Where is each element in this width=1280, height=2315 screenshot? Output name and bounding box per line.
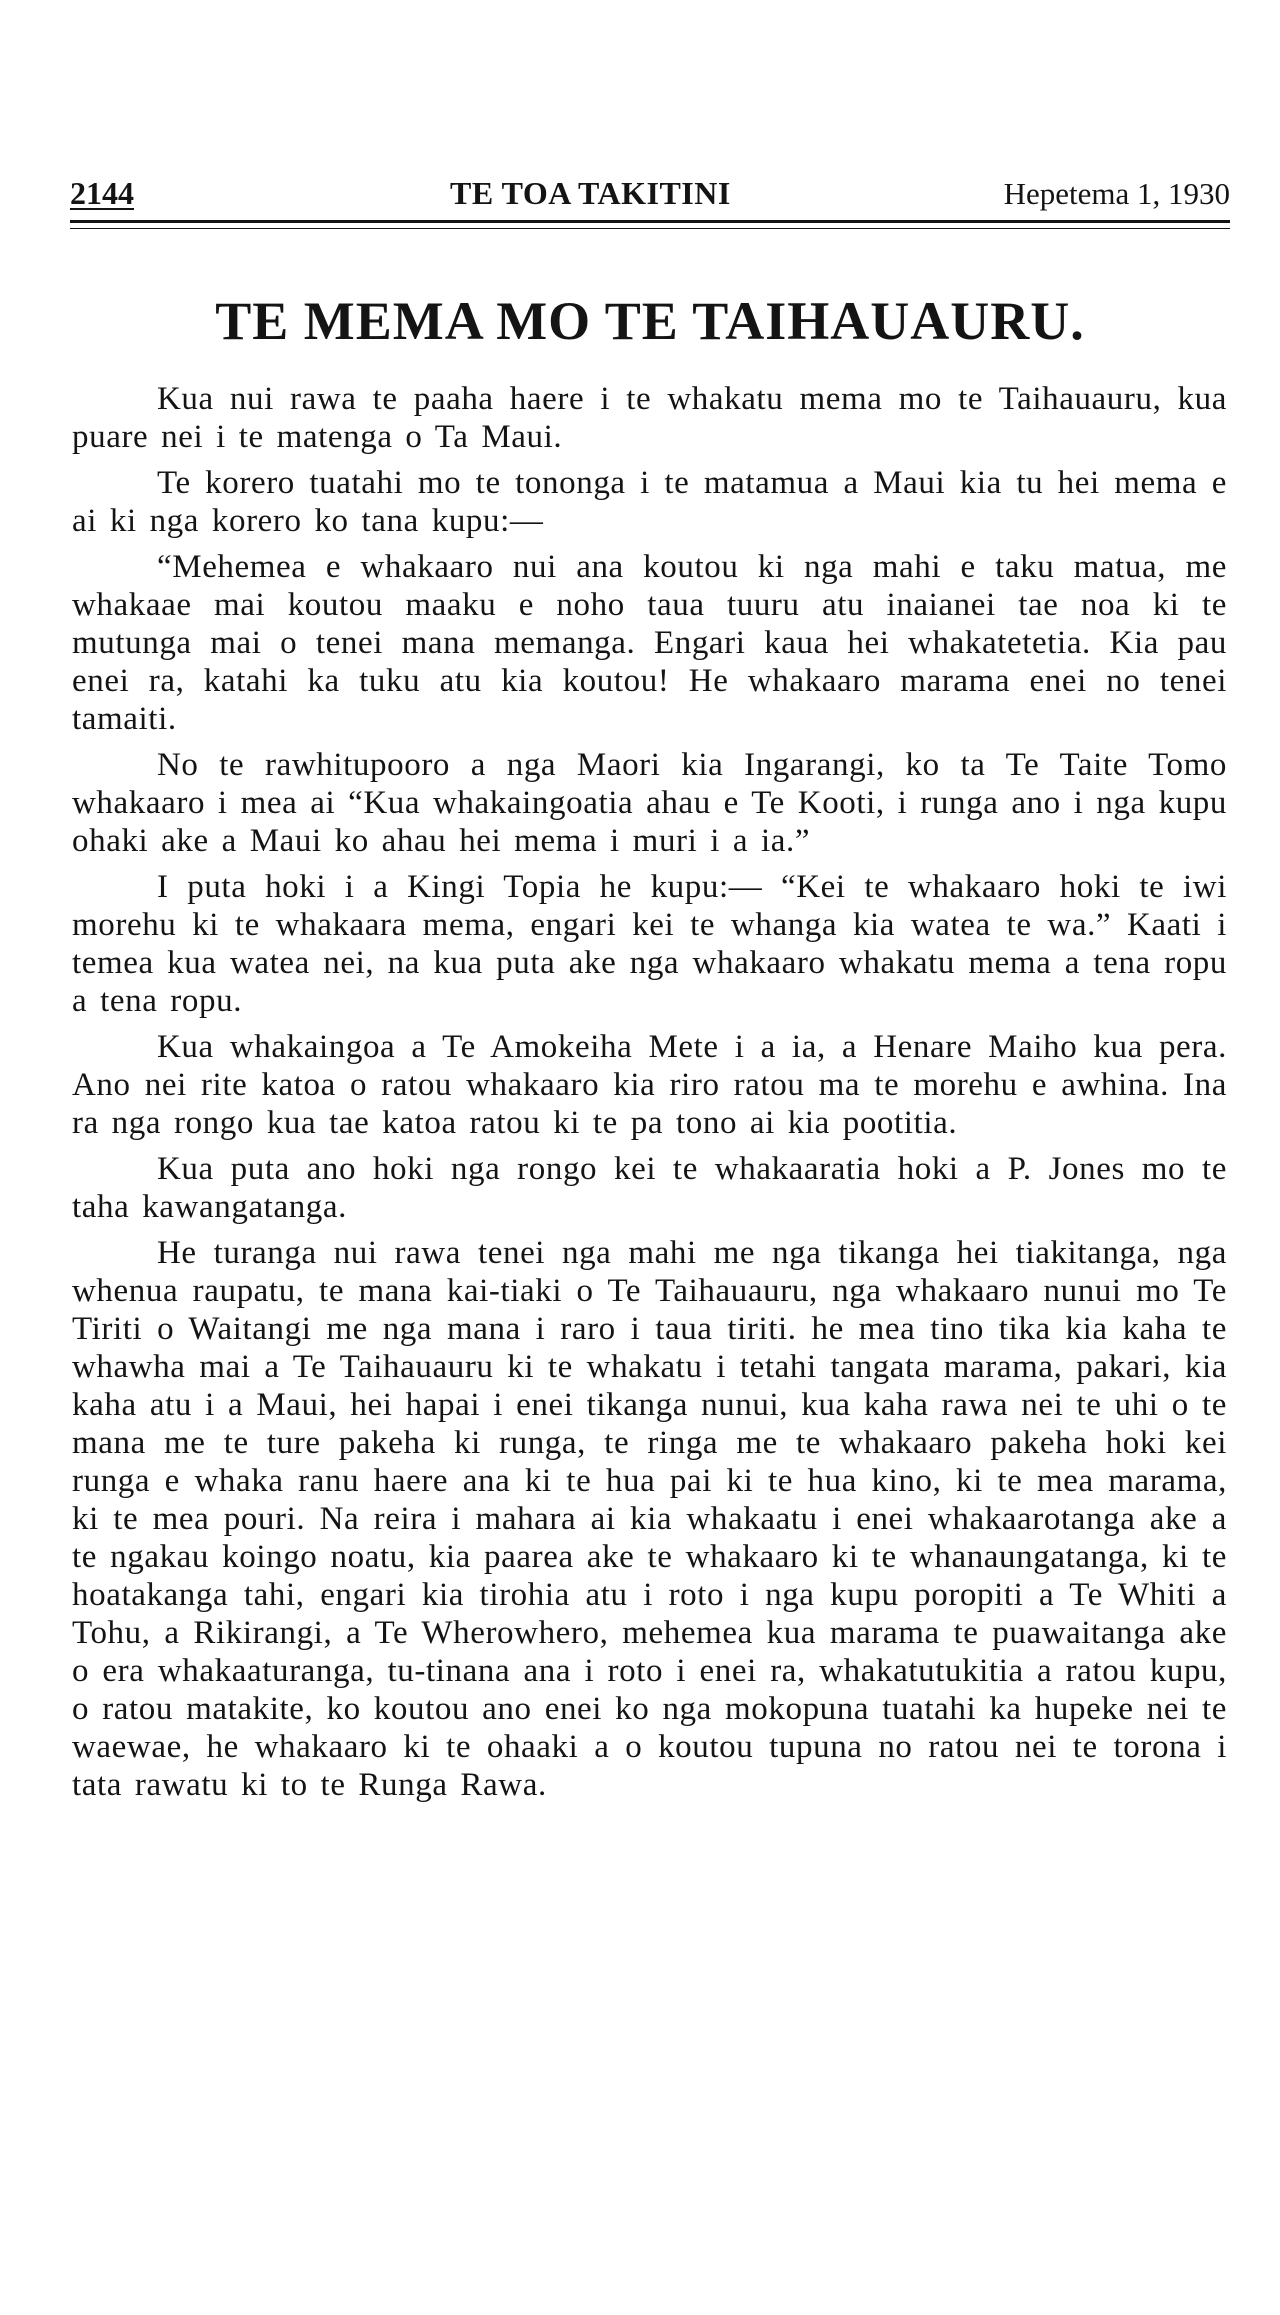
article-paragraph: Te korero tuatahi mo te tononga i te matamua a Maui kia tu hei mema e ai ki nga korero ko tana kupu:— [72, 465, 1227, 539]
header-rule-thin [70, 228, 1230, 229]
article-body [72, 380, 1227, 1812]
publication-title: TE TOA TAKITINI [450, 175, 731, 211]
issue-date: Hepetema 1, 1930 [1003, 176, 1230, 211]
article-paragraph: He turanga nui rawa tenei nga mahi me nga tikanga hei tiakitanga, nga whenua raupatu, te mana kai-tiaki o Te Taihauauru, nga whakaaro nunui mo Te Tiriti o Waitangi me nga mana i raro i taua tiriti. he mea tino tika kia kaha te whawha mai a Te Taihauauru ki te whakatu i tetahi tangata marama, pakari, kia kaha atu i a Maui, hei hapai i enei tikanga nunui, kua kaha rawa nei te uhi o te mana me te ture pakeha ki runga, te ringa me te whakaaro pakeha hoki kei runga e whaka ranu haere ana ki te hua pai ki te hua kino, ki te mea marama, ki te mea pouri. Na reira i mahara ai kia whakaatu i enei whakaarotanga ake a te ngakau koingo noatu, kia paarea ake te whakaaro ki te whanaungatanga, ki te hoatakanga tahi, engari kia tirohia atu i roto i nga kupu poropiti a Te Whiti a Tohu, a Rikirangi, a Te Wherowhero, mehemea kua marama te puawaitanga ake o era whakaaturanga, tu-tinana ana i roto i enei ra, whakatutukitia a ratou kupu, o ratou matakite, ko koutou ano enei ko nga mokopuna tuatahi ka hupeke nei te waewae, he whakaaro ki te ohaaki a o koutou tupuna no ratou nei te torona i tata rawatu ki to te Runga Rawa. [72, 1235, 1227, 1803]
article-paragraph: Kua whakaingoa a Te Amokeiha Mete i a ia, a Henare Maiho kua pera. Ano nei rite katoa o ratou whakaaro kia riro ratou ma te morehu e awhina. Ina ra nga rongo kua tae katoa ratou ki te pa tono ai kia pootitia. [72, 1029, 1227, 1141]
newspaper-page [70, 0, 1230, 2315]
article-title: TE MEMA MO TE TAIHAUAURU. [215, 291, 1085, 351]
article-paragraph: I puta hoki i a Kingi Topia he kupu:— “Kei te whakaaro hoki te iwi morehu ki te whakaara mema, engari kei te whanga kia watea te wa.” Kaati i temea kua watea nei, na kua puta ake nga whakaaro whakatu mema a tena ropu a tena ropu. [72, 869, 1227, 1019]
article-paragraph: “Mehemea e whakaaro nui ana koutou ki nga mahi e taku matua, me whakaae mai koutou maaku e noho taua tuuru atu inaianei tae noa ki te mutunga mai o tenei mana memanga. Engari kaua hei whakatetetia. Kia pau enei ra, katahi ka tuku atu kia koutou! He whakaaro marama enei no tenei tamaiti. [72, 549, 1227, 737]
page-number: 2144 [70, 175, 134, 211]
article-paragraph: Kua puta ano hoki nga rongo kei te whakaaratia hoki a P. Jones mo te taha kawangatanga. [72, 1151, 1227, 1225]
article-paragraph: No te rawhitupooro a nga Maori kia Ingarangi, ko ta Te Taite Tomo whakaaro i mea ai “Kua whakaingoatia ahau e Te Kooti, i runga ano i nga kupu ohaki ake a Maui ko ahau hei mema i muri i a ia.” [72, 747, 1227, 859]
article-paragraph: Kua nui rawa te paaha haere i te whakatu mema mo te Taihauauru, kua puare nei i te matenga o Ta Maui. [72, 381, 1227, 455]
running-head [70, 172, 1230, 212]
header-rule-thick [70, 220, 1230, 223]
